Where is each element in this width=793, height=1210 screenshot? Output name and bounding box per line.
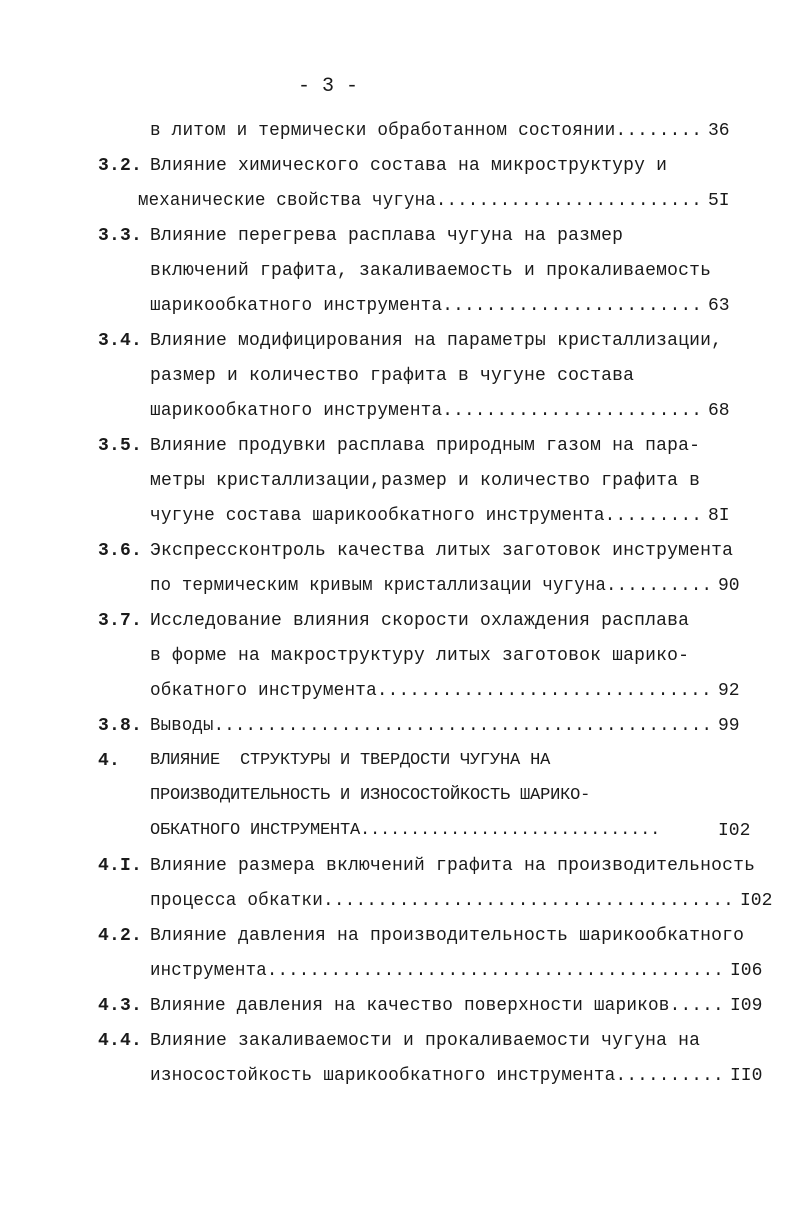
toc-text: по термическим кривым кристаллизации чугуна.......... — [150, 576, 713, 596]
toc-number: 4.4. — [98, 1031, 143, 1051]
toc-page: 36 — [708, 121, 730, 141]
toc-text: Влияние модифицирования на параметры кристаллизации, — [150, 331, 723, 351]
toc-number: 4. — [98, 751, 121, 771]
toc-page: 90 — [718, 576, 740, 596]
toc-text: процесса обкатки...................................... — [150, 891, 735, 911]
toc-number: 3.4. — [98, 331, 143, 351]
toc-text: обкатного инструмента............................... — [150, 681, 712, 701]
toc-text: Влияние закаливаемости и прокаливаемости чугуна на — [150, 1031, 701, 1051]
toc-number: 3.8. — [98, 716, 143, 736]
toc-text: Выводы............................................... — [150, 716, 713, 736]
toc-number: 4.3. — [98, 996, 143, 1016]
toc-text: в литом и термически обработанном состоянии........ — [150, 121, 703, 141]
toc-text: инструмента........................................... — [150, 961, 724, 981]
toc-page: II0 — [730, 1066, 763, 1086]
toc-text: Влияние перегрева расплава чугуна на размер — [150, 226, 624, 246]
toc-number: 3.3. — [98, 226, 143, 246]
toc-text: Влияние продувки расплава природным газом на пара- — [150, 436, 701, 456]
toc-page: I06 — [730, 961, 763, 981]
toc-page: 68 — [708, 401, 730, 421]
toc-page: I09 — [730, 996, 763, 1016]
page-number: - 3 - — [298, 75, 359, 98]
toc-text: ВЛИЯНИЕ СТРУКТУРЫ И ТВЕРДОСТИ ЧУГУНА НА — [150, 751, 551, 770]
toc-page: 99 — [718, 716, 740, 736]
toc-number: 3.6. — [98, 541, 143, 561]
toc-text: Влияние размера включений графита на производительность — [150, 856, 756, 876]
toc-text: метры кристаллизации,размер и количество графита в — [150, 471, 701, 491]
toc-text: ОБКАТНОГО ИНСТРУМЕНТА.............................. — [150, 821, 661, 840]
toc-text: ПРОИЗВОДИТЕЛЬНОСТЬ И ИЗНОСОСТОЙКОСТЬ ШАРИКО- — [150, 786, 591, 805]
toc-text: Влияние химического состава на микроструктуру и — [150, 156, 668, 176]
toc-text: в форме на макроструктуру литых заготовок шарико- — [150, 646, 690, 666]
toc-page: I02 — [718, 821, 751, 841]
toc-text: Экспрессконтроль качества литых заготовок инструмента — [150, 541, 734, 561]
toc-page: 5I — [708, 191, 730, 211]
toc-number: 3.2. — [98, 156, 143, 176]
toc-page: 8I — [708, 506, 730, 526]
toc-text: Исследование влияния скорости охлаждения расплава — [150, 611, 690, 631]
toc-text: Влияние давления на производительность шарикообкатного — [150, 926, 745, 946]
toc-text: размер и количество графита в чугуне состава — [150, 366, 635, 386]
toc-text: включений графита, закаливаемость и прокаливаемость — [150, 261, 712, 281]
toc-text: Влияние давления на качество поверхности шариков..... — [150, 996, 724, 1016]
toc-number: 4.I. — [98, 856, 143, 876]
toc-page: 63 — [708, 296, 730, 316]
toc-number: 3.7. — [98, 611, 143, 631]
toc-number: 4.2. — [98, 926, 143, 946]
toc-text: шарикообкатного инструмента........................ — [150, 401, 703, 421]
toc-text: чугуне состава шарикообкатного инструмента......... — [150, 506, 703, 526]
toc-page: I02 — [740, 891, 773, 911]
toc-text: шарикообкатного инструмента........................ — [150, 296, 703, 316]
toc-text: механические свойства чугуна......................... — [138, 191, 702, 211]
toc-text: износостойкость шарикообкатного инструмента.......... — [150, 1066, 724, 1086]
toc-page: 92 — [718, 681, 740, 701]
toc-number: 3.5. — [98, 436, 143, 456]
